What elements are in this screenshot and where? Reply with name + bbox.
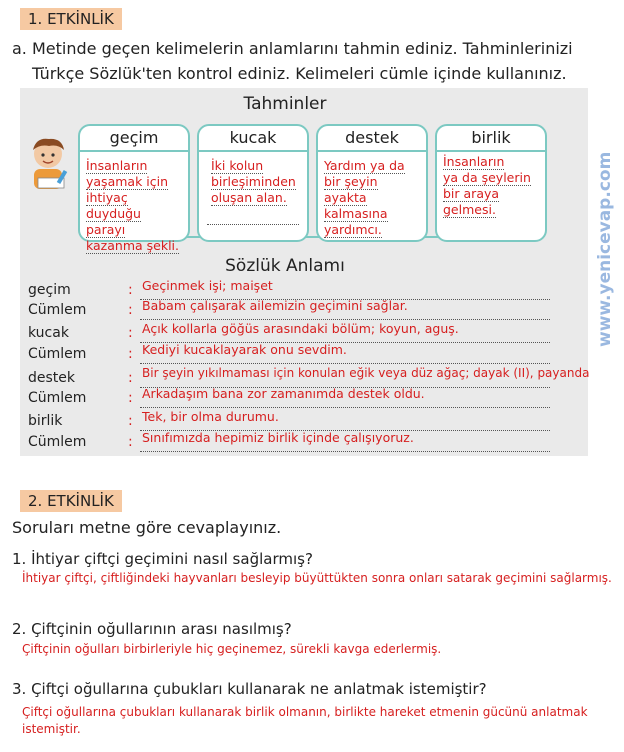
entry-word: destek — [28, 370, 76, 386]
student-illustration-icon — [24, 134, 74, 194]
card-word: kucak — [229, 128, 277, 147]
sentence-row-kucak: Cümlem : Kediyi kucaklayarak onu sevdim. — [28, 346, 588, 366]
question-2: 2. Çiftçinin oğullarının arası nasılmış? — [12, 620, 292, 638]
entry-sentence: Sınıfımızda hepimiz birlik içinde çalışıyoruz. — [142, 430, 414, 445]
card-word: geçim — [109, 128, 159, 147]
sentence-row-birlik: Cümlem : Sınıfımızda hepimiz birlik içinde çalışıyoruz. — [28, 434, 588, 454]
activity-2-instruction: Soruları metne göre cevaplayınız. — [12, 518, 282, 537]
card-guess-text: İnsanların ya da şeylerin bir araya gelmesi. — [443, 154, 531, 217]
entry-word: geçim — [28, 282, 71, 298]
card-guess-text: İki kolun birleşiminden oluşan alan. — [211, 158, 296, 205]
sentence-row-destek: Cümlem : Arkadaşım bana zor zamanımda destek oldu. — [28, 390, 588, 410]
dictionary-row-gecim: geçim : Geçinmek işi; maişet — [28, 282, 588, 302]
entry-meaning: Tek, bir olma durumu. — [142, 409, 279, 424]
entry-sentence: Kediyi kucaklayarak onu sevdim. — [142, 342, 347, 357]
watermark-text — [590, 115, 620, 355]
instruction-line-1: a. Metinde geçen kelimelerin anlamlarını tahmin ediniz. Tahminlerinizi — [12, 39, 573, 58]
sentence-row-gecim: Cümlem : Babam çalışarak ailemizin geçimini sağlar. — [28, 302, 588, 322]
card-word: destek — [345, 128, 399, 147]
guess-card-birlik — [435, 124, 547, 242]
instruction-line-2: Türkçe Sözlük'ten kontrol ediniz. Kelimeleri cümle içinde kullanınız. — [32, 64, 567, 83]
sentence-label: Cümlem — [28, 390, 87, 406]
entry-meaning: Açık kollarla göğüs arasındaki bölüm; koyun, aguş. — [142, 321, 459, 336]
sentence-label: Cümlem — [28, 346, 87, 362]
entry-meaning: Bir şeyin yıkılmaması için konulan eğik veya düz ağaç; dayak (II), payanda — [142, 366, 590, 380]
dictionary-row-kucak: kucak : Açık kollarla göğüs arasındaki bölüm; koyun, aguş. — [28, 325, 588, 345]
answer-3: Çiftçi oğullarına çubukları kullanarak birlik olmanın, birlikte hareket etmenin gücünü anlatmak istemiştir. — [22, 705, 588, 736]
entry-word: birlik — [28, 413, 63, 429]
card-guess-text: Yardım ya da bir şeyin ayakta kalmasına yardımcı. — [324, 158, 405, 237]
answer-1: İhtiyar çiftçi, çiftliğindeki hayvanları besleyip büyüttükten sonra onları satarak geçimini sağlarmış. — [22, 571, 612, 585]
entry-meaning: Geçinmek işi; maişet — [142, 278, 273, 293]
question-1: 1. İhtiyar çiftçi geçimini nasıl sağlarmış? — [12, 550, 313, 568]
sentence-label: Cümlem — [28, 434, 87, 450]
entry-word: kucak — [28, 325, 69, 341]
entry-sentence: Arkadaşım bana zor zamanımda destek oldu. — [142, 386, 425, 401]
dictionary-row-destek: destek : Bir şeyin yıkılmaması için konulan eğik veya düz ağaç; dayak (II), payanda — [28, 366, 590, 386]
activity-2-badge: 2. ETKİNLİK — [20, 490, 122, 512]
dictionary-row-birlik: birlik : Tek, bir olma durumu. — [28, 413, 588, 433]
sentence-label: Cümlem — [28, 302, 87, 318]
dictionary-title: Sözlük Anlamı — [225, 256, 345, 276]
entry-sentence: Babam çalışarak ailemizin geçimini sağlar. — [142, 298, 408, 313]
guesses-title: Tahminler — [243, 94, 327, 114]
card-word: birlik — [471, 128, 511, 147]
answer-2: Çiftçinin oğulları birbirleriyle hiç geçinemez, sürekli kavga ederlermiş. — [22, 642, 442, 656]
question-3: 3. Çiftçi oğullarına çubukları kullanarak ne anlatmak istemiştir? — [12, 680, 487, 698]
svg-text:www.yenicevap.com: www.yenicevap.com — [595, 151, 615, 347]
guess-card-gecim — [78, 124, 190, 253]
guess-card-kucak — [197, 124, 309, 242]
activity-1-badge: 1. ETKİNLİK — [20, 8, 122, 30]
card-guess-text: İnsanların yaşamak için ihtiyaç duyduğu parayı kazanma şekli. — [86, 158, 179, 253]
guess-card-destek — [316, 124, 428, 242]
